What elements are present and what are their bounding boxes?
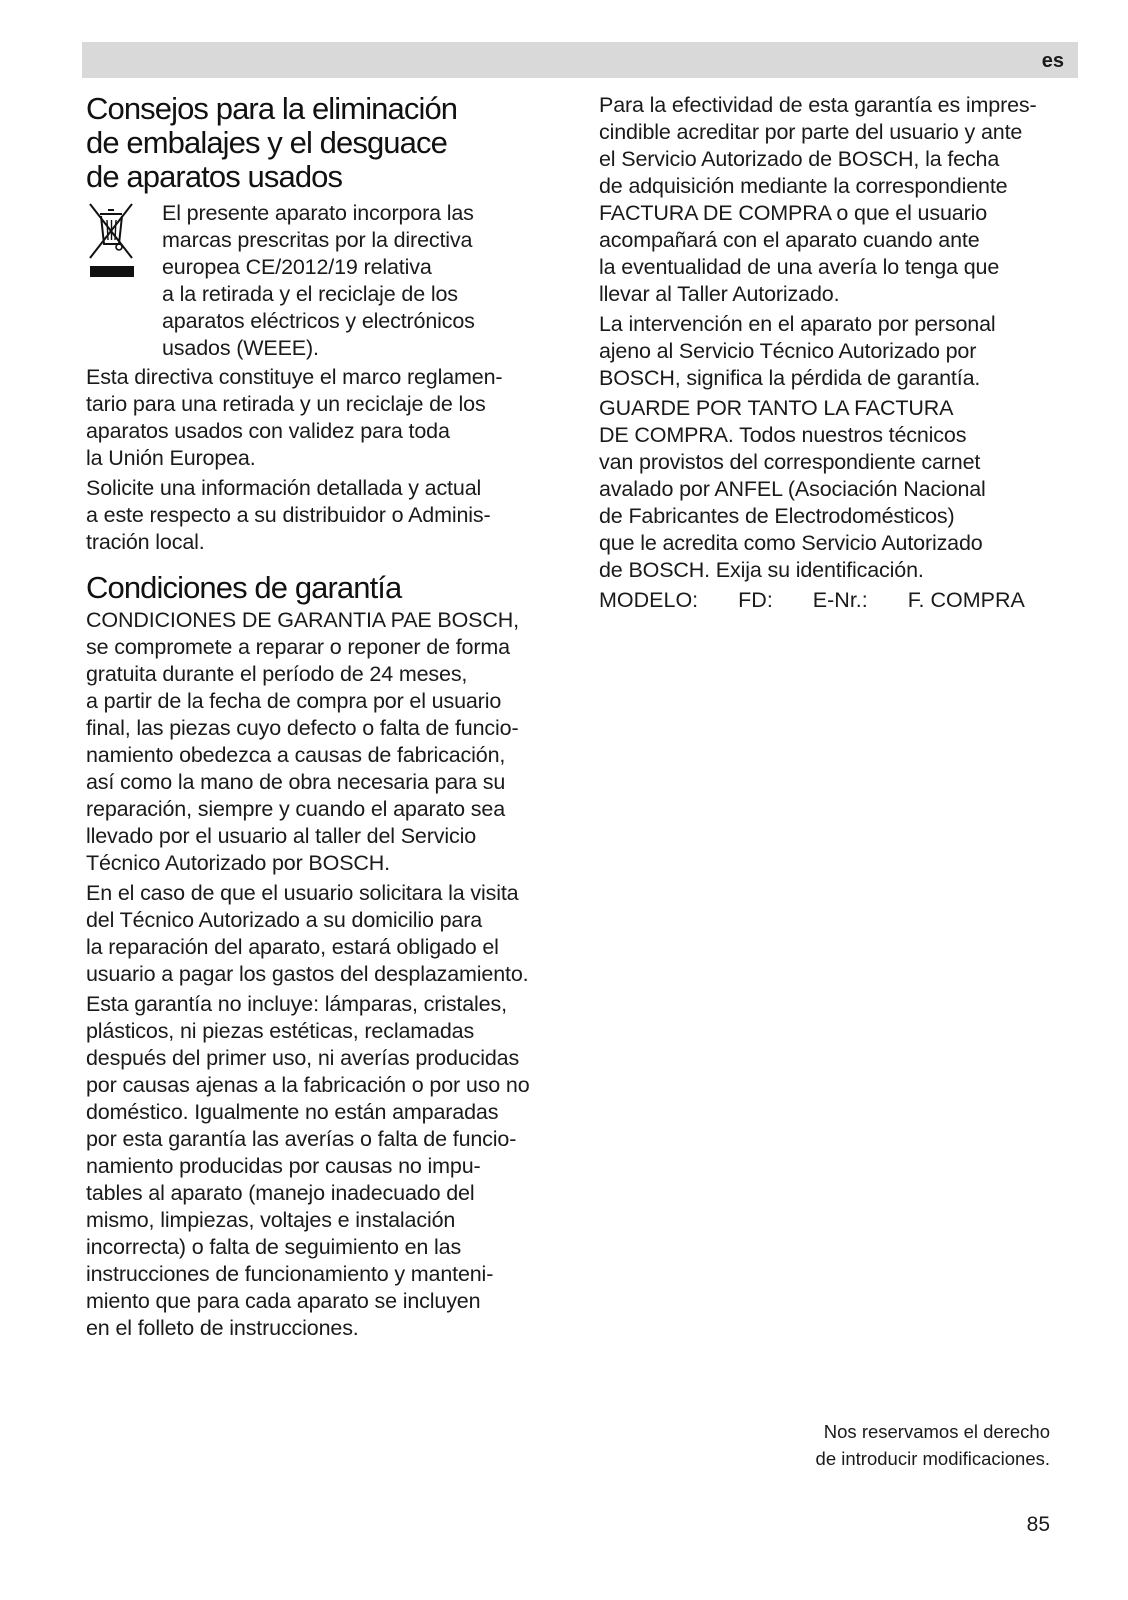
warranty-heading: Condiciones de garantía bbox=[86, 570, 402, 605]
product-fields-row bbox=[599, 587, 1089, 614]
intervention-paragraph: La intervención en el aparato por personal ajeno al Servicio Técnico Autorizado por BOSCH, significa la pérdida de garantía. bbox=[599, 312, 996, 390]
weee-block bbox=[86, 200, 586, 362]
left-column bbox=[86, 92, 586, 1345]
crossed-out-wheelie-bin-icon bbox=[86, 200, 162, 362]
info-paragraph: Solicite una información detallada y actual a este respecto a su distribuidor o Adminis- tración local. bbox=[86, 476, 491, 554]
field-fd: FD: bbox=[738, 588, 773, 612]
header-bar bbox=[82, 42, 1078, 78]
disposal-heading: Consejos para la eliminación de embalajes y el desguace de aparatos usados bbox=[86, 91, 458, 194]
keep-invoice-paragraph: GUARDE POR TANTO LA FACTURA DE COMPRA. Todos nuestros técnicos van provistos del correspondiente carnet avalado por ANFEL (Asociación Nacional de Fabricantes de Electrodomésticos) que le acredita como Servicio Autorizado de BOSCH. Exija su identificación. bbox=[599, 396, 986, 582]
language-code: es bbox=[1041, 50, 1064, 72]
exclusions-paragraph: Esta garantía no incluye: lámparas, cristales, plásticos, ni piezas estéticas, reclamadas después del primer uso, ni averías producidas por causas ajenas a la fabricación o por uso no doméstico. Igualmente no están amparadas por esta garantía las averías o falta de funcio- namiento producidas por causas no impu- tables al aparato (manejo inadecuado del mismo, limpiezas, voltajes e instalación incorrecta) o falta de seguimiento en las instrucciones de funcionamiento y manteni- miento que para cada aparato se incluyen en el folleto de instrucciones. bbox=[86, 992, 530, 1340]
field-fcompra: F. COMPRA bbox=[907, 588, 1025, 612]
effectiveness-paragraph: Para la efectividad de esta garantía es impres- cindible acreditar por parte del usuario y ante el Servicio Autorizado de BOSCH, la fecha de adquisición mediante la correspondiente FACTURA DE COMPRA o que el usuario acompañará con el aparato cuando ante la eventualidad de una avería lo tenga que llevar al Taller Autorizado. bbox=[599, 93, 1037, 306]
rights-reserved-note: Nos reservamos el derecho de introducir modificaciones. bbox=[815, 1421, 1050, 1469]
right-column bbox=[599, 92, 1089, 614]
weee-bar bbox=[90, 266, 134, 277]
home-visit-paragraph: En el caso de que el usuario solicitara la visita del Técnico Autorizado a su domicilio para la reparación del aparato, estará obligado el usuario a pagar los gastos del desplazamiento. bbox=[86, 881, 529, 986]
field-modelo: MODELO: bbox=[599, 588, 699, 612]
weee-text: El presente aparato incorpora las marcas prescritas por la directiva europea CE/2012/19 relativa a la retirada y el reciclaje de los aparatos eléctricos y electrónicos usados (WEEE). bbox=[162, 201, 475, 360]
field-enr: E-Nr.: bbox=[812, 588, 868, 612]
page-number: 85 bbox=[1026, 1513, 1050, 1536]
directive-paragraph: Esta directiva constituye el marco reglamen- tario para una retirada y un reciclaje de los aparatos usados con validez para toda la Unión Europea. bbox=[86, 365, 503, 470]
warranty-conditions-paragraph: CONDICIONES DE GARANTIA PAE BOSCH, se compromete a reparar o reponer de forma gratuita durante el período de 24 meses, a partir de la fecha de compra por el usuario final, las piezas cuyo defecto o falta de funcio- namiento obedezca a causas de fabricación, así como la mano de obra necesaria para su reparación, siempre y cuando el aparato sea llevado por el usuario al taller del Servicio Técnico Autorizado por BOSCH. bbox=[86, 608, 519, 875]
